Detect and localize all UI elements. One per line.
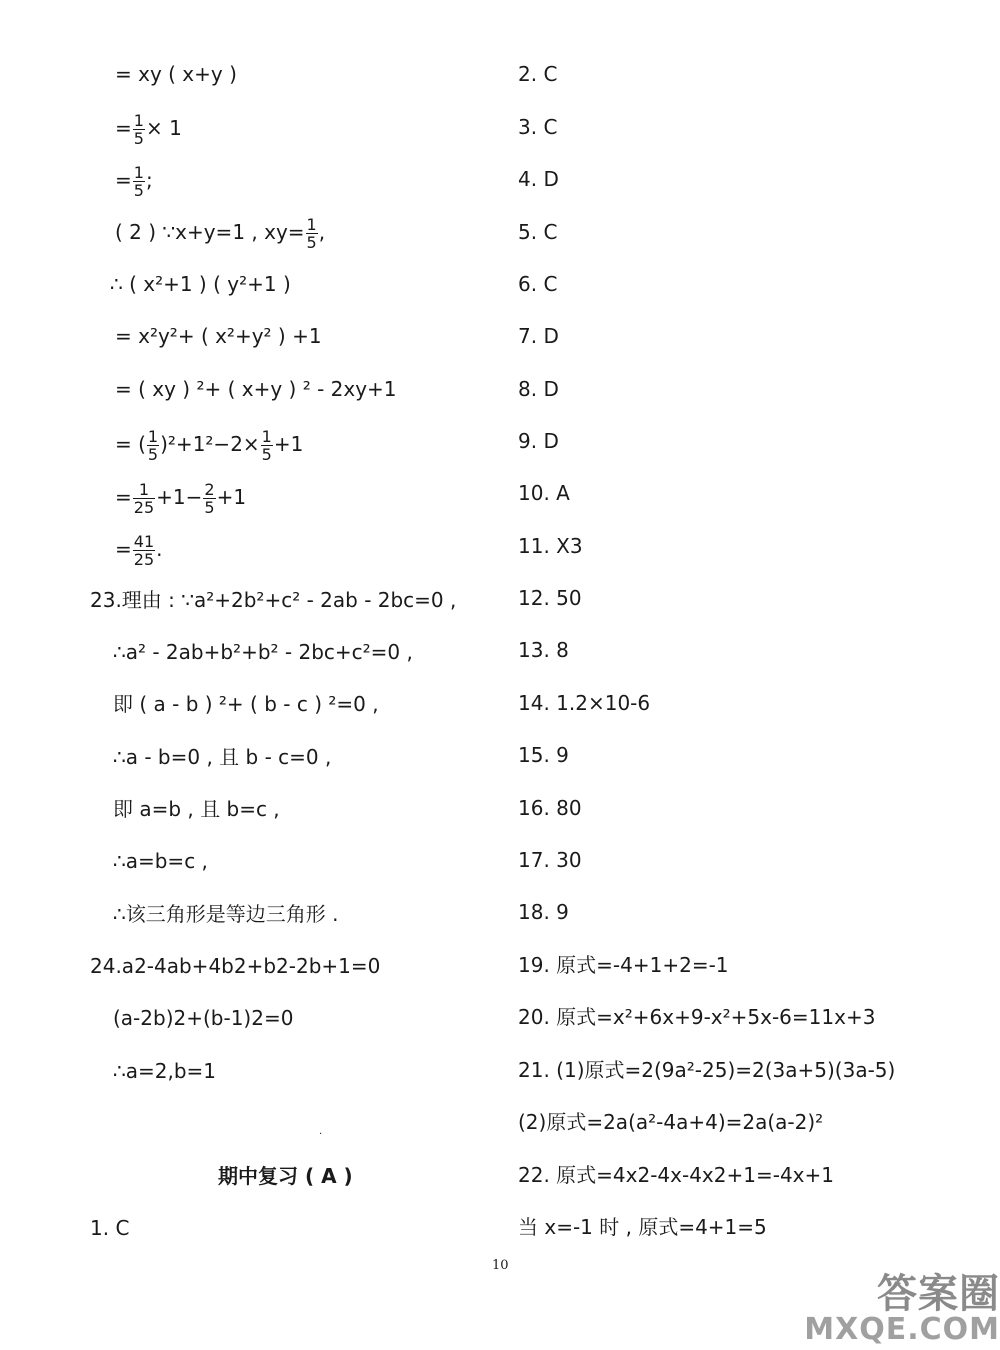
answer-item: 19. 原式=-4+1+2=-1 [518, 953, 729, 977]
page-number: 10 [492, 1258, 509, 1273]
answer-item: 20. 原式=x²+6x+9-x²+5x-6=11x+3 [518, 1005, 876, 1029]
step-line: ( 2 ) ∵x+y=1 , xy= $\frac{1}{5}$ , [115, 215, 326, 252]
fraction: $\frac{1}{5}$ [261, 427, 272, 464]
answer-item: 13. 8 [518, 638, 569, 662]
answer-item: 4. D [518, 167, 559, 191]
question-24: 24.a2-4ab+4b2+b2-2b+1=0 [90, 954, 381, 978]
answer-item: 2. C [518, 62, 558, 86]
step-line: = $\frac{1}{5}$ × 1 [115, 111, 182, 148]
watermark-url: MXQE.COM [804, 1312, 1000, 1347]
watermark-text: 答案圈 [877, 1271, 1000, 1317]
answer-item: 1. C [90, 1216, 130, 1240]
answer-item: 16. 80 [518, 796, 582, 820]
step-line: = ( $\frac{1}{5}$ )²+1²−2× $\frac{1}{5}$ +1 [115, 427, 304, 464]
question-23: 23.理由 : ∵a²+2b²+c² - 2ab - 2bc=0 , [90, 588, 457, 612]
step-line: = x²y²+ ( x²+y² ) +1 [115, 324, 322, 348]
answer-item: 12. 50 [518, 586, 582, 610]
step-line: ∴a=2,b=1 [113, 1059, 216, 1083]
step-line: ∴a=b=c , [113, 849, 208, 873]
step-line: = ( xy ) ²+ ( x+y ) ² - 2xy+1 [115, 377, 397, 401]
fraction: $\frac{1}{5}$ [306, 215, 317, 252]
answer-item: 17. 30 [518, 848, 582, 872]
step-line: ∴该三角形是等边三角形 . [113, 902, 339, 926]
answer-item: 7. D [518, 324, 559, 348]
step-line: = $\frac{1}{5}$ ; [115, 163, 153, 200]
answer-item: 当 x=-1 时 , 原式=4+1=5 [518, 1215, 767, 1239]
section-title: 期中复习 ( A ) [218, 1164, 353, 1188]
answer-item: 15. 9 [518, 743, 569, 767]
answer-item: 10. A [518, 481, 570, 505]
step-line: ∴a - b=0 , 且 b - c=0 , [113, 745, 332, 769]
answer-item: 22. 原式=4x2-4x-4x2+1=-4x+1 [518, 1163, 834, 1187]
step-line: 即 ( a - b ) ²+ ( b - c ) ²=0 , [113, 692, 379, 716]
answer-item: 11. X3 [518, 534, 583, 558]
fraction: $\frac{1}{5}$ [133, 111, 144, 148]
fraction: $\frac{1}{5}$ [147, 427, 159, 464]
answer-item: 14. 1.2×10-6 [518, 691, 651, 715]
fraction: $\frac{41}{25}$ [133, 532, 155, 569]
answer-item: 18. 9 [518, 900, 569, 924]
fraction: $\frac{1}{5}$ [133, 163, 144, 200]
answer-item: 9. D [518, 429, 559, 453]
answer-item: 3. C [518, 115, 558, 139]
step-line: 即 a=b , 且 b=c , [113, 797, 280, 821]
answer-item: (2)原式=2a(a²-4a+4)=2a(a-2)² [518, 1110, 824, 1134]
fraction: $\frac{2}{5}$ [204, 480, 215, 517]
fraction: $\frac{1}{25}$ [133, 480, 155, 517]
answer-item: 6. C [518, 272, 558, 296]
step-line: ∴a² - 2ab+b²+b² - 2bc+c²=0 , [113, 640, 413, 664]
answer-item: 21. (1)原式=2(9a²-25)=2(3a+5)(3a-5) [518, 1058, 896, 1082]
step-line: = $\frac{1}{25}$ +1− $\frac{2}{5}$ +1 [115, 480, 247, 517]
stray-dot: . [319, 1126, 323, 1137]
answer-item: 8. D [518, 377, 559, 401]
step-line: ∴ ( x²+1 ) ( y²+1 ) [110, 272, 291, 296]
step-line: = xy ( x+y ) [115, 62, 237, 86]
step-line: (a-2b)2+(b-1)2=0 [113, 1006, 294, 1030]
answer-item: 5. C [518, 220, 558, 244]
step-line: = $\frac{41}{25}$ . [115, 532, 163, 569]
watermark-logo [700, 1258, 1000, 1350]
